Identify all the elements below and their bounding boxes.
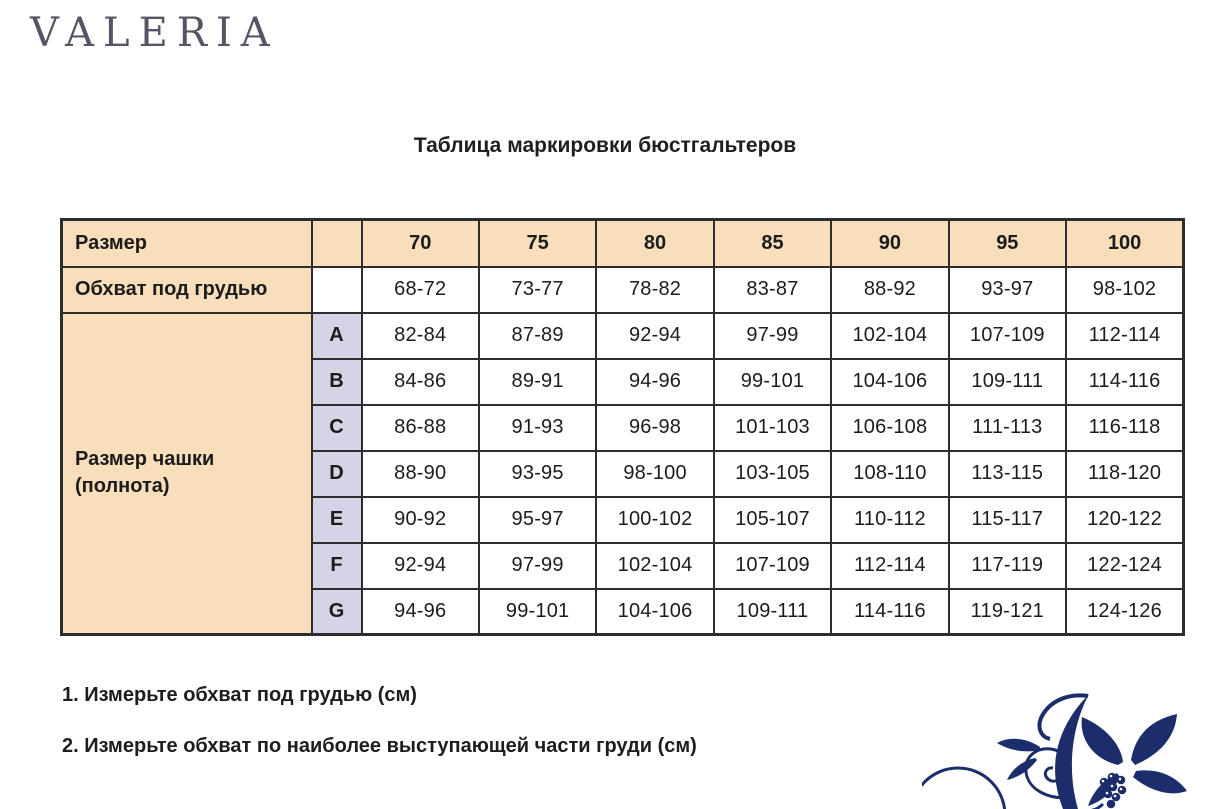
cup-value: 108-110 bbox=[831, 451, 948, 497]
cup-value: 95-97 bbox=[479, 497, 596, 543]
cup-value: 105-107 bbox=[714, 497, 831, 543]
table-row-cup-a bbox=[62, 313, 1184, 359]
cup-value: 96-98 bbox=[596, 405, 713, 451]
underbust-value: 73-77 bbox=[479, 267, 596, 313]
cup-value: 100-102 bbox=[596, 497, 713, 543]
page-title: Таблица маркировки бюстгальтеров bbox=[413, 134, 797, 157]
cup-value: 88-90 bbox=[362, 451, 479, 497]
cup-value: 113-115 bbox=[949, 451, 1066, 497]
size-row-label: Размер bbox=[62, 220, 312, 267]
cup-value: 102-104 bbox=[596, 543, 713, 589]
underbust-value: 98-102 bbox=[1066, 267, 1183, 313]
size-col-header: 75 bbox=[479, 220, 596, 267]
cup-value: 98-100 bbox=[596, 451, 713, 497]
cup-value: 99-101 bbox=[714, 359, 831, 405]
cup-value: 104-106 bbox=[831, 359, 948, 405]
cup-value: 104-106 bbox=[596, 589, 713, 635]
cup-value: 97-99 bbox=[479, 543, 596, 589]
bra-size-table bbox=[60, 218, 1185, 636]
cup-value: 94-96 bbox=[596, 359, 713, 405]
cup-value: 90-92 bbox=[362, 497, 479, 543]
cup-section-label bbox=[62, 313, 312, 635]
cup-value: 122-124 bbox=[1066, 543, 1183, 589]
cup-value: 82-84 bbox=[362, 313, 479, 359]
underbust-value: 78-82 bbox=[596, 267, 713, 313]
instruction-step-2: 2. Измерьте обхват по наиболее выступающей части груди (см) bbox=[62, 735, 697, 757]
cup-value: 92-94 bbox=[362, 543, 479, 589]
cup-letter: A bbox=[312, 313, 362, 359]
cup-value: 94-96 bbox=[362, 589, 479, 635]
cup-value: 106-108 bbox=[831, 405, 948, 451]
cup-value: 103-105 bbox=[714, 451, 831, 497]
cup-label-line1: Размер чашки bbox=[75, 448, 215, 471]
cup-value: 118-120 bbox=[1066, 451, 1183, 497]
cup-value: 111-113 bbox=[949, 405, 1066, 451]
underbust-value: 68-72 bbox=[362, 267, 479, 313]
measurement-instructions bbox=[62, 684, 697, 786]
empty-cell bbox=[312, 267, 362, 313]
size-col-header: 90 bbox=[831, 220, 948, 267]
size-col-header: 100 bbox=[1066, 220, 1183, 267]
empty-cell bbox=[312, 220, 362, 267]
cup-value: 86-88 bbox=[362, 405, 479, 451]
cup-value: 87-89 bbox=[479, 313, 596, 359]
cup-value: 119-121 bbox=[949, 589, 1066, 635]
size-col-header: 80 bbox=[596, 220, 713, 267]
cup-letter: C bbox=[312, 405, 362, 451]
cup-letter: D bbox=[312, 451, 362, 497]
cup-letter: G bbox=[312, 589, 362, 635]
cup-letter: E bbox=[312, 497, 362, 543]
underbust-value: 83-87 bbox=[714, 267, 831, 313]
size-col-header: 95 bbox=[949, 220, 1066, 267]
cup-value: 107-109 bbox=[949, 313, 1066, 359]
cup-value: 109-111 bbox=[714, 589, 831, 635]
cup-value: 102-104 bbox=[831, 313, 948, 359]
cup-value: 89-91 bbox=[479, 359, 596, 405]
cup-value: 93-95 bbox=[479, 451, 596, 497]
cup-value: 114-116 bbox=[1066, 359, 1183, 405]
cup-value: 110-112 bbox=[831, 497, 948, 543]
cup-value: 92-94 bbox=[596, 313, 713, 359]
cup-value: 114-116 bbox=[831, 589, 948, 635]
cup-value: 112-114 bbox=[1066, 313, 1183, 359]
underbust-value: 88-92 bbox=[831, 267, 948, 313]
size-col-header: 70 bbox=[362, 220, 479, 267]
cup-value: 97-99 bbox=[714, 313, 831, 359]
underbust-row-label: Обхват под грудью bbox=[62, 267, 312, 313]
cup-value: 116-118 bbox=[1066, 405, 1183, 451]
table-row-sizes bbox=[62, 220, 1184, 267]
instruction-step-1: 1. Измерьте обхват под грудью (см) bbox=[62, 684, 417, 706]
table-row-underbust bbox=[62, 267, 1184, 313]
cup-letter: F bbox=[312, 543, 362, 589]
cup-label-line2: (полнота) bbox=[75, 475, 170, 498]
cup-value: 120-122 bbox=[1066, 497, 1183, 543]
cup-value: 115-117 bbox=[949, 497, 1066, 543]
cup-value: 91-93 bbox=[479, 405, 596, 451]
cup-value: 101-103 bbox=[714, 405, 831, 451]
size-col-header: 85 bbox=[714, 220, 831, 267]
cup-value: 117-119 bbox=[949, 543, 1066, 589]
brand-logo: VALERIA bbox=[30, 10, 279, 56]
cup-value: 84-86 bbox=[362, 359, 479, 405]
cup-value: 107-109 bbox=[714, 543, 831, 589]
floral-ornament bbox=[922, 687, 1192, 809]
cup-letter: B bbox=[312, 359, 362, 405]
cup-value: 112-114 bbox=[831, 543, 948, 589]
cup-value: 124-126 bbox=[1066, 589, 1183, 635]
cup-value: 109-111 bbox=[949, 359, 1066, 405]
cup-value: 99-101 bbox=[479, 589, 596, 635]
underbust-value: 93-97 bbox=[949, 267, 1066, 313]
